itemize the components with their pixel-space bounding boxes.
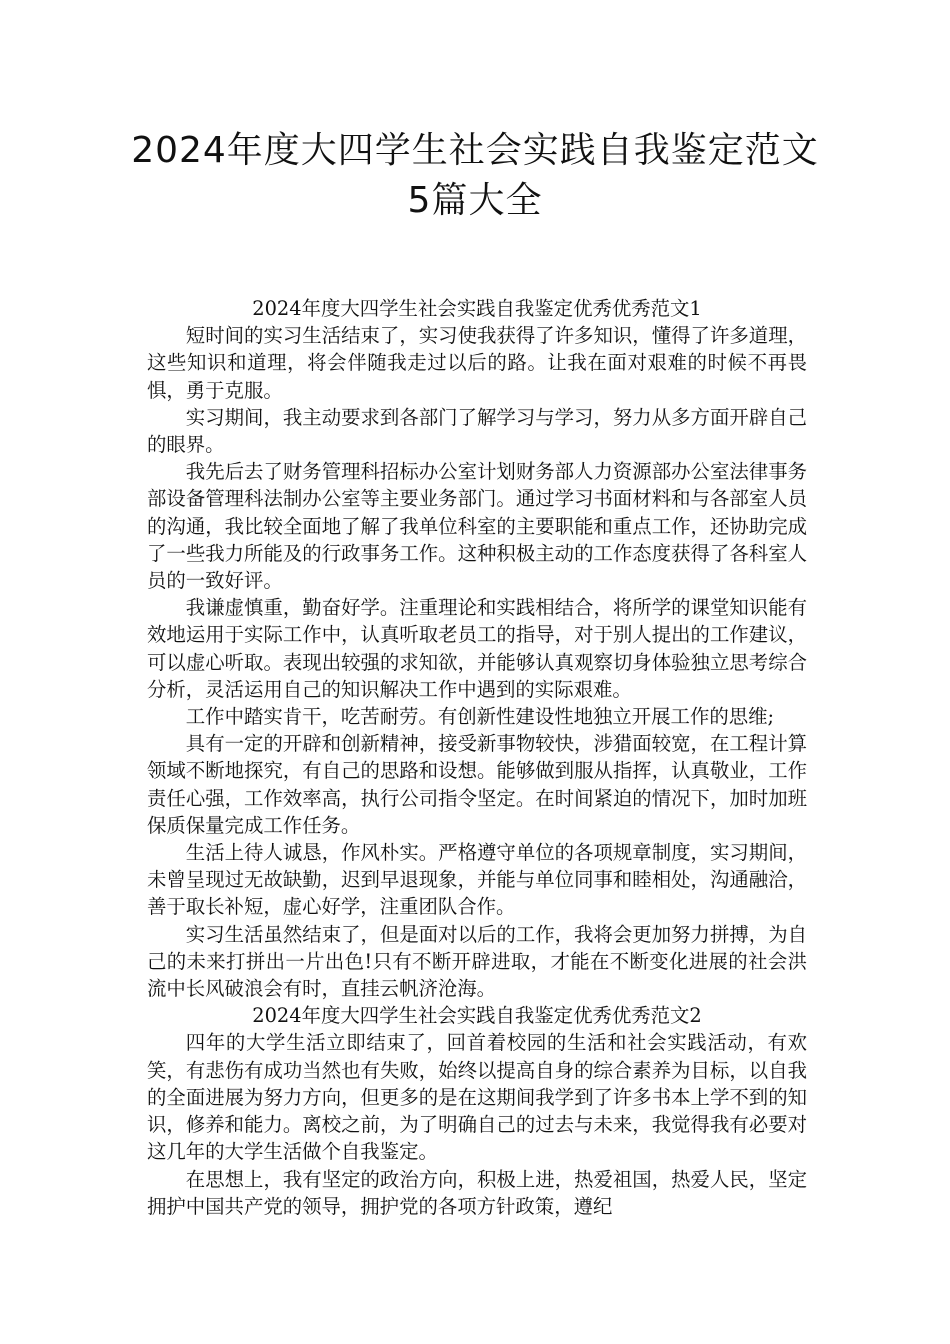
paragraph: 具有一定的开辟和创新精神，接受新事物较快，涉猎面较宽，在工程计算领域不断地探究，有自己的思路和设想。能够做到服从指挥，认真敬业，工作责任心强，工作效率高，执行公司指令坚定。在时间紧迫的情况下，加时加班保质保量完成工作任务。 — [147, 732, 807, 837]
paragraph: 在思想上，我有坚定的政治方向，积极上进，热爱祖国，热爱人民，坚定拥护中国共产党的领导，拥护党的各项方针政策，遵纪 — [147, 1167, 807, 1218]
document-body — [147, 295, 807, 1220]
paragraph: 我谦虚慎重，勤奋好学。注重理论和实践相结合，将所学的课堂知识能有效地运用于实际工作中，认真听取老员工的指导，对于别人提出的工作建议，可以虚心听取。表现出较强的求知欲，并能够认真观察切身体验独立思考综合分析，灵活运用自己的知识解决工作中遇到的实际艰难。 — [147, 596, 807, 701]
paragraph: 短时间的实习生活结束了，实习使我获得了许多知识，懂得了许多道理，这些知识和道理，将会伴随我走过以后的路。让我在面对艰难的时候不再畏惧，勇于克服。 — [147, 324, 807, 402]
section-1 — [147, 295, 807, 1002]
paragraph: 四年的大学生活立即结束了，回首着校园的生活和社会实践活动，有欢笑，有悲伤有成功当然也有失败，始终以提高自身的综合素养为目标，以自我的全面进展为努力方向，但更多的是在这期间我学到了许多书本上学不到的知识，修养和能力。离校之前，为了明确自己的过去与未来，我觉得我有必要对这几年的大学生活做个自我鉴定。 — [147, 1031, 807, 1164]
paragraph: 生活上待人诚恳，作风朴实。严格遵守单位的各项规章制度，实习期间，未曾呈现过无故缺勤，迟到早退现象，并能与单位同事和睦相处，沟通融洽，善于取长补短，虚心好学，注重团队合作。 — [147, 841, 807, 919]
paragraph: 实习生活虽然结束了，但是面对以后的工作，我将会更加努力拼搏，为自己的未来打拼出一片出色!只有不断开辟进取，才能在不断变化进展的社会洪流中长风破浪会有时，直挂云帆济沧海。 — [147, 922, 807, 1001]
paragraph: 我先后去了财务管理科招标办公室计划财务部人力资源部办公室法律事务部设备管理科法制办公室等主要业务部门。通过学习书面材料和与各部室人员的沟通，我比较全面地了解了我单位科室的主要职能和重点工作，还协助完成了一些我力所能及的行政事务工作。这种积极主动的工作态度获得了各科室人员的一致好评。 — [147, 460, 807, 593]
section-heading: 2024年度大四学生社会实践自我鉴定优秀优秀范文2 — [252, 1004, 702, 1028]
paragraph: 工作中踏实肯干，吃苦耐劳。有创新性建设性地独立开展工作的思维; — [185, 705, 775, 729]
document-title: 2024年度大四学生社会实践自我鉴定范文5篇大全 — [131, 130, 819, 221]
paragraph: 实习期间，我主动要求到各部门了解学习与学习，努力从多方面开辟自己的眼界。 — [147, 405, 807, 457]
section-2 — [147, 1002, 807, 1220]
section-heading: 2024年度大四学生社会实践自我鉴定优秀优秀范文1 — [252, 297, 702, 320]
